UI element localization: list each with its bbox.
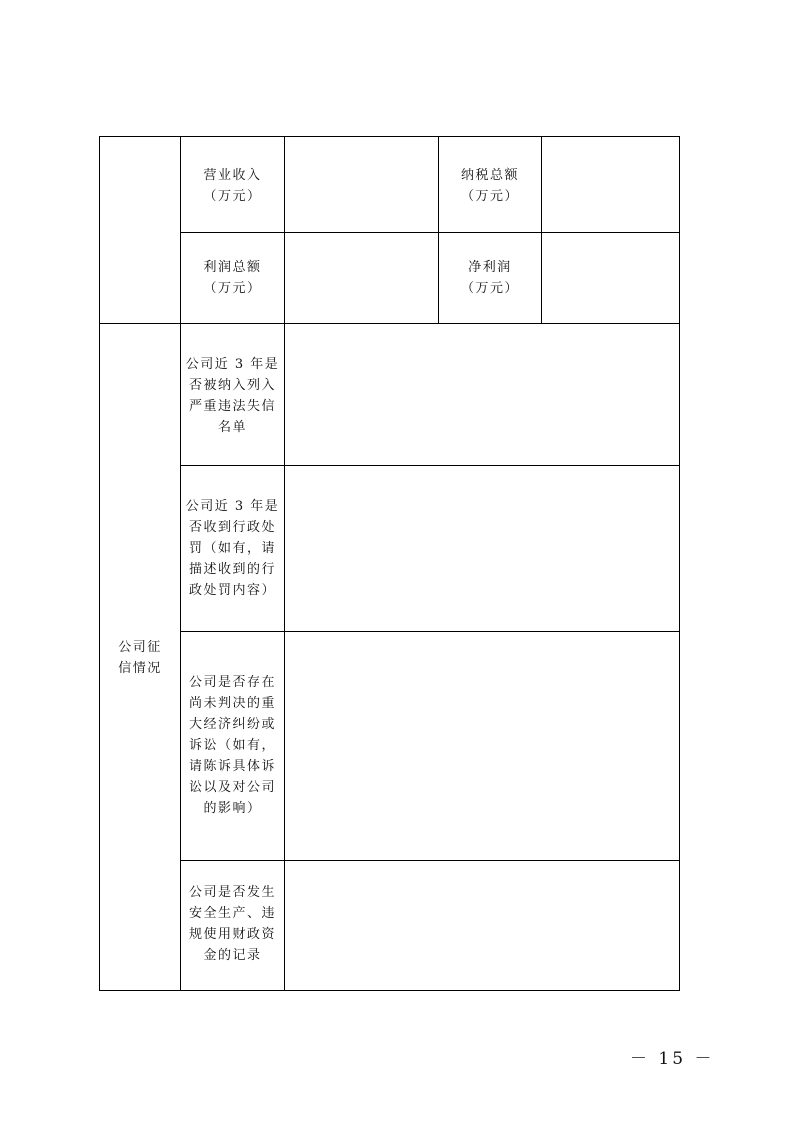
net-profit-value-cell[interactable] [543, 234, 678, 322]
profit-label: 利润总额 （万元） [203, 260, 262, 296]
row-divider-5 [180, 860, 679, 861]
q3-label: 公司是否存在 尚未判决的重 大经济纠纷或 诉讼（如有， 请陈诉具体诉 讼以及对公司 的影响） [188, 675, 276, 816]
tax-value-cell[interactable] [543, 138, 678, 231]
col-divider-2 [284, 137, 285, 990]
row-divider-1 [180, 232, 679, 233]
q3-answer-cell[interactable] [286, 633, 678, 859]
q2-answer-cell[interactable] [286, 467, 678, 630]
revenue-value-cell[interactable] [286, 138, 437, 231]
profit-value-cell[interactable] [286, 234, 437, 322]
q4-answer-cell[interactable] [286, 862, 678, 989]
credit-section-label: 公司征 信情况 [118, 640, 162, 676]
page-number: － 15 － [630, 1049, 715, 1069]
row-divider-2 [100, 323, 679, 324]
revenue-label: 营业收入 （万元） [203, 168, 262, 204]
q1-answer-cell[interactable] [286, 325, 678, 464]
tax-label: 纳税总额 （万元） [460, 168, 519, 204]
q2-label: 公司近 3 年是 否收到行政处 罚（如有，请 描述收到的行 政处罚内容） [185, 499, 280, 598]
row-divider-3 [180, 465, 679, 466]
q4-label: 公司是否发生 安全生产、违 规使用财政资 金的记录 [188, 885, 276, 963]
col-divider-4 [541, 137, 542, 323]
q1-label: 公司近 3 年是 否被纳入列入 严重违法失信 名单 [185, 357, 280, 435]
form-table [99, 136, 680, 991]
net-profit-label: 净利润 （万元） [460, 260, 519, 296]
row-divider-4 [180, 631, 679, 632]
